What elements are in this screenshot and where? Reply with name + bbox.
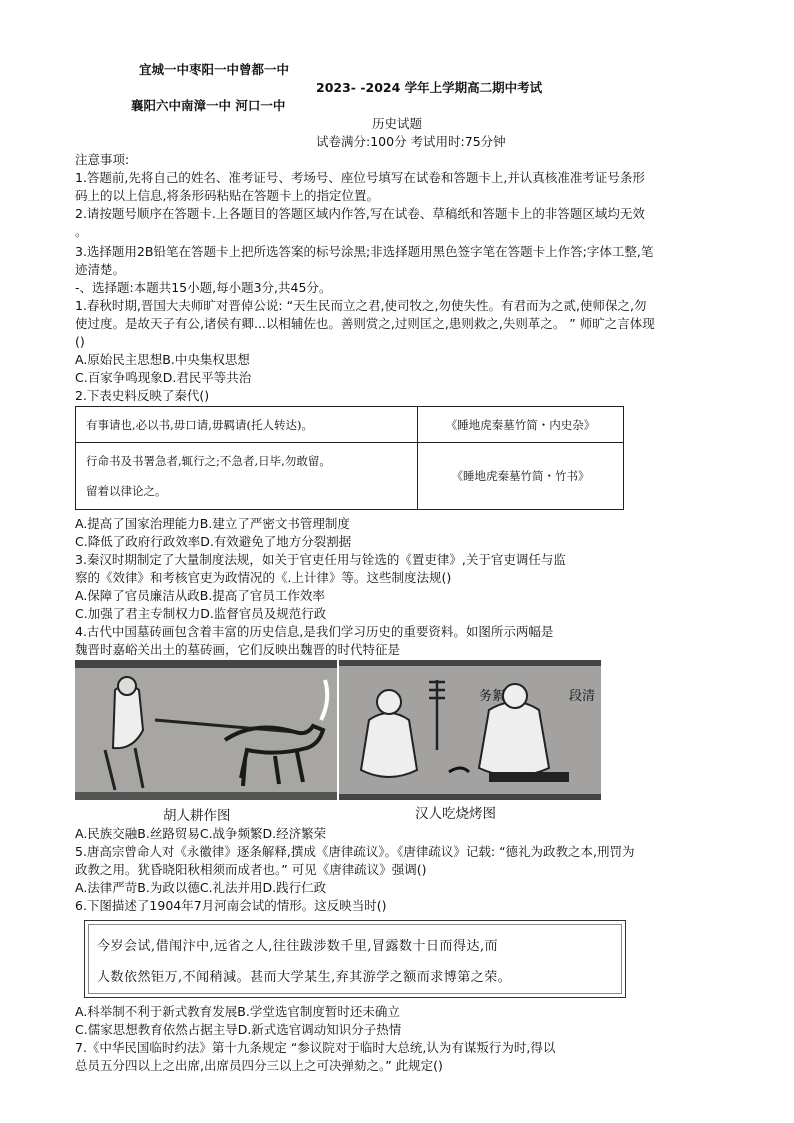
q3-stem: 3.秦汉时期制定了大量制度法规，如关于官吏任用与铨选的《置吏律》,关于官吏调任与监 (75, 552, 566, 567)
q1-stem: 使过度。是故天子有公,诸侯有卿...以相辅佐也。善则赏之,过则匡之,患则救之,失则革之。 ” 师旷之言体现 (75, 316, 655, 331)
brick-label: 段清 (569, 689, 596, 704)
q4-option: A.民族交融B.丝路贸易C.战争频繁D.经济繁荣 (75, 826, 327, 841)
table-row (76, 443, 624, 510)
q6-quote-box (84, 920, 626, 998)
section-heading: -、选择题:本题共15小题,每小题3分,共45分。 (75, 280, 332, 295)
table-cell-source: 《睡地虎秦墓竹简・竹书》 (418, 443, 624, 510)
subject-title: 历史试题 (372, 116, 423, 131)
farming-brick-painting (75, 660, 337, 800)
q3-stem: 察的《效律》和考核官吏为政情况的《.上计律》等。这些制度法规() (75, 570, 452, 585)
q5-stem: 政教之用。犹昏晓阳秋相须而成者也。” 可见《唐律疏议》强调() (75, 862, 427, 877)
quote-line: 人数依然钜万,不闻稍減。甚而大学某生,弃其游学之额而求博第之荣。 (97, 970, 512, 985)
quote-line: 今岁会试,借闱汴中,远省之人,往往跋涉数千里,冒露数十日而得达,而 (97, 939, 499, 954)
exam-meta: 试卷满分:100分 考试用时:75分钟 (316, 134, 506, 149)
table-cell-text: 有事请也,必以书,毋口请,毋羁请(托人转达)。 (76, 407, 418, 443)
caption-bbq: 汉人吃烧烤图 (415, 806, 496, 822)
notice-line: 2.请按题号顺序在答题卡.上各题目的答题区域内作答,写在试卷、草稿纸和答题卡上的非答题区域均无效 (75, 206, 645, 221)
notice-line: 1.答题前,先将自己的姓名、准考证号、考场号、座位号填写在试卷和答题卡上,并认真核准准考证号条形 (75, 170, 645, 185)
q2-stem: 2.下表史料反映了秦代() (75, 388, 210, 403)
q2-option: C.降低了政府行政效率D.有效避免了地方分裂割据 (75, 534, 352, 549)
notice-line: 。 (75, 224, 88, 239)
table-cell-source: 《睡地虎秦墓竹简・内史杂》 (418, 407, 624, 443)
q6-option: C.儒家思想教育依然占据主导D.新式选官调动知识分子热情 (75, 1022, 402, 1037)
q1-option: C.百家争鸣现象D.君民平等共治 (75, 370, 252, 385)
table-row (76, 407, 624, 443)
schools-line-1: 宜城一中枣阳一中曾都一中 (139, 62, 290, 77)
caption-farming: 胡人耕作图 (163, 808, 231, 824)
bbq-brick-painting (339, 660, 601, 800)
notice-line: 迹清楚。 (75, 262, 126, 277)
q2-source-table (75, 406, 624, 510)
exam-title: 2023- -2024 学年上学期高二期中考试 (316, 80, 543, 95)
q1-option: A.原始民主思想B.中央集权思想 (75, 352, 250, 367)
q1-stem: () (75, 334, 85, 349)
notice-line: 码上的以上信息,将条形码粘贴在答题卡上的指定位置。 (75, 188, 379, 203)
q7-stem: 总员五分四以上之出席,出席员四分三以上之可决弹劾之。” 此规定() (75, 1058, 443, 1073)
table-cell-text: 行命书及书署急者,辄行之;不急者,日毕,勿敢留。 留着以律论之。 (76, 443, 418, 510)
q6-stem: 6.下图描述了1904年7月河南会试的情形。这反映当时() (75, 898, 387, 913)
q3-option: A.保障了官员廉洁从政B.提高了官员工作效率 (75, 588, 325, 603)
q7-stem: 7.《中华民国临时约法》第十九条规定 “参议院对于临时大总统,认为有谋叛行为时,得以 (75, 1040, 556, 1055)
schools-line-2: 襄阳六中南漳一中 河口一中 (131, 98, 286, 113)
q4-stem: 4.古代中国墓砖画包含着丰富的历史信息,是我们学习历史的重要资料。如图所示两幅是 (75, 624, 554, 639)
q2-option: A.提高了国家治理能力B.建立了严密文书管理制度 (75, 516, 350, 531)
q3-option: C.加强了君主专制权力D.监督官员及规范行政 (75, 606, 327, 621)
q1-stem: 1.春秋时期,晋国大夫师旷对晋倬公说: “天生民而立之君,使司牧之,勿使失性。有君而为之贰,使师保之,勿 (75, 298, 647, 313)
q6-option: A.科举制不利于新式教育发展B.学堂选官制度暂时还未确立 (75, 1004, 400, 1019)
q5-stem: 5.唐高宗曾命人对《永徽律》逐条解释,撰成《唐律疏议》。《唐律疏议》记载: “德礼为政教之本,刑罚为 (75, 844, 635, 859)
q5-option: A.法律严苛B.为政以德C.礼法并用D.践行仁政 (75, 880, 327, 895)
notice-title: 注意事项: (75, 152, 130, 167)
notice-line: 3.选择题用2B铅笔在答题卡上把所选答案的标号涂黑;非选择题用黑色签字笔在答题卡上作答;字体工整,笔 (75, 244, 654, 259)
brick-label: 务絮 (479, 689, 506, 704)
q4-stem: 魏晋时嘉峪关出土的墓砖画，它们反映出魏晋的时代特征是 (75, 642, 401, 657)
